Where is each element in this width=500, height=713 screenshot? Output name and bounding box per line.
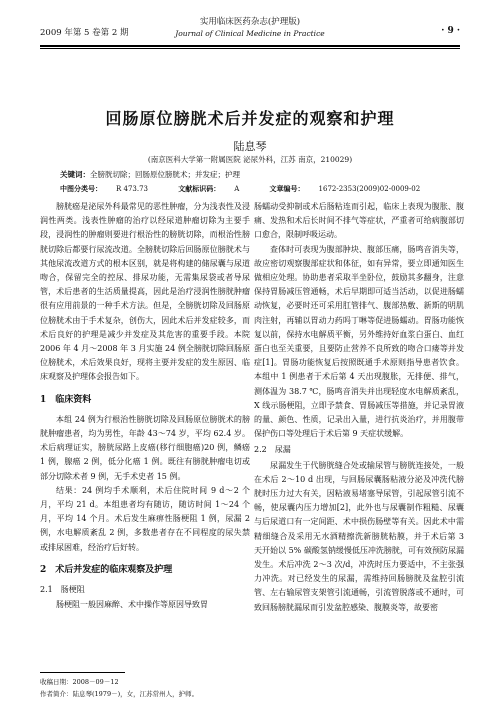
- doc-code-value: A: [234, 185, 240, 193]
- page-number: · 9 ·: [441, 26, 460, 36]
- journal-name-cn: 实用临床医药杂志(护理版): [199, 17, 301, 27]
- section-2-1-paragraph: 肠梗阻一般因麻醉、术中操作等原因导致胃: [56, 600, 208, 610]
- keywords-label: 关键词：: [60, 170, 90, 179]
- classification-line: [60, 184, 460, 194]
- author-intro: 作者简介：陆息琴(1979－)，女，江苏常州人，护师。: [40, 690, 199, 698]
- article-title: 回肠原位膀胱术后并发症的观察和护理: [105, 109, 395, 128]
- header-rule: [40, 45, 460, 47]
- clc-value: R 473.73: [116, 185, 148, 193]
- journal-name-en: Journal of Clinical Medicine in Practice: [175, 29, 325, 38]
- section-2-heading: 2 术后并发症的临床观察及护理: [40, 564, 173, 575]
- right-paragraph-2: 查体时可表现为腹部肿块、腹部压痛，肠鸣音消失等，故应密切观察腹部症状和体征，如有异常，要立即通知医生做相应处理。协助患者采取半坐卧位，鼓励其多翻身，注意保持胃肠减压管通畅，术后早期即可适当活动，以促进肠蠕动恢复，必要时还可采用肛管排气、腹部热敷、新斯的明肌肉注射，再辅以胃动力药吗丁啉等促进肠蠕动。胃肠功能恢复以前，保持水电解质平衡，另外维持好血浆白蛋白、血红蛋白也至关重要，且要防止营养不良所致的吻合口瘘等并发症[1]。胃肠功能恢复后按照既通手术原则指导患者饮食。本组中 1 例患者于术后第 4 天出现腹胀，无排便、排气，测体温为 38.7 ℃，肠鸣音消失并出现轻度水电解质紊乱，X 线示肠梗阻，立即予禁食、胃肠减压等措施，并记录胃液的量、颜色、性质，记录出入量，进行抗炎治疗，并用腹带保护伤口等处理后于术后第 9 天症状缓解。: [254, 244, 464, 439]
- right-column: [254, 200, 464, 615]
- section-1-paragraph-2: 结果：24 例均手术顺利，术后住院时间 9 d～2 个月，平均 21 d。本组患者均有随访，随访时间 1～24 个月，平均 14 个月。术后发生麻痹性肠梗阻 1 例，尿漏 2 例，水电解质紊乱 2 例，多数患者存在不同程度的尿失禁或排尿困难，经治疗后好转。: [40, 485, 250, 552]
- section-1-paragraph-1: 本组 24 例为行根治性膀胱切除及回肠原位膀胱术的膀胱肿瘤患者，均为男性，年龄 43～74 岁，平均 62.4 岁。术后病理证实，膀胱尿路上皮癌(移行细胞癌)20 例，鳞癌 1 例，腺癌 2 例，低分化癌 1 例。既往有膀胱肿瘤电切或部分切除术者 9 例，无手术史者 15 例。: [40, 414, 250, 481]
- right-paragraph-1: 肠蠕动受抑制或术后肠粘连而引起，临床上表现为腹胀、腹痛、发热和术后长时间不排气等症状，严重者可给病腹部切口愈合，限制呼吸运动。: [254, 202, 464, 240]
- keywords-value: 全膀胱切除；回肠原位膀胱术；并发症；护理: [90, 170, 240, 179]
- left-column: [40, 200, 250, 612]
- footnote-rule: [40, 672, 125, 673]
- article-id-value: 1672-2353(2009)02-0009-02: [318, 185, 421, 193]
- running-header: [40, 12, 460, 52]
- doc-code-label: 文献标识码：: [178, 184, 221, 193]
- received-date: 收稿日期：2008－09－12: [40, 678, 119, 686]
- section-2-1-heading: 2.1 肠梗阻: [40, 585, 85, 595]
- header-rule-thin: [40, 48, 460, 49]
- article-affiliation: (南京医科大学第一附属医院 泌尿外科，江苏 南京，210029): [147, 155, 353, 164]
- right-paragraph-3: 尿漏发生于代膀胱缝合处或输尿管与膀胱连接处，一般在术后 2～10 d 出现，与回肠尿囊肠粘液分泌及冲洗代膀胱时压力过大有关，因粘液易堵塞导尿管，引起尿管引流不畅，使尿囊内压力增加[2]，此外也与尿囊制作粗糙、尿囊与后尿道口有一定间距、术中损伤肠壁等有关。因此术中需精细缝合及采用无水酒精擦洗新膀胱粘膜，并于术后第 3 天开始以 5% 碳酸氢钠缓慢低压冲洗膀胱，可有效预防尿漏发生。术后冲洗 2～3 次/d，冲洗时压力要适中，不主张强力冲洗。对已经发生的尿漏，需维持回肠膀胱及盆腔引流管、左右输尿管支架管引流通畅，引流管脱落或不通时，可致回肠膀胱漏尿而引发盆腔感染、腹膜炎等，故要密: [254, 460, 464, 612]
- article-author: 陆息琴: [233, 140, 267, 153]
- issue-info: 2009 年第 5 卷第 2 期: [40, 28, 129, 38]
- article-id-label: 文章编号：: [269, 184, 305, 193]
- intro-paragraph: 膀胱癌是泌尿外科最常见的恶性肿瘤，分为浅表性及浸润性两类。浅表性肿瘤的治疗以经尿道肿瘤切除为主要手段，浸润性的肿瘤则要进行根治性的膀胱切除，而根治性膀胱切除后都要行尿流改道。全膀胱切除后回肠原位膀胱术与其他尿流改道方式的根本区别，就是将构建的储尿囊与尿道吻合，保留完全的控尿、排尿功能，无需集尿袋或者导尿管，术后患者的生活质量提高，因此是治疗浸润性膀胱肿瘤很有应用前景的一种手术方法。但是，全膀胱切除及回肠原位膀胱术由于手术复杂，创伤大，因此术后并发症较多，而术后良好的护理是减少并发症及其危害的重要手段。本院 2006 年 4 月～2008 年 3 月实施 24 例全膀胱切除回肠原位膀胱术，术后效果良好，现将主要并发症的发生原因、临床观察及护理体会报告如下。: [40, 202, 250, 382]
- section-1-heading: 1 临床资料: [40, 394, 92, 405]
- footnote: [40, 676, 198, 700]
- journal-name: [175, 16, 324, 39]
- keywords-line: [60, 169, 460, 180]
- clc-label: 中图分类号：: [60, 184, 102, 193]
- section-2-2-heading: 2.2 尿漏: [254, 445, 291, 455]
